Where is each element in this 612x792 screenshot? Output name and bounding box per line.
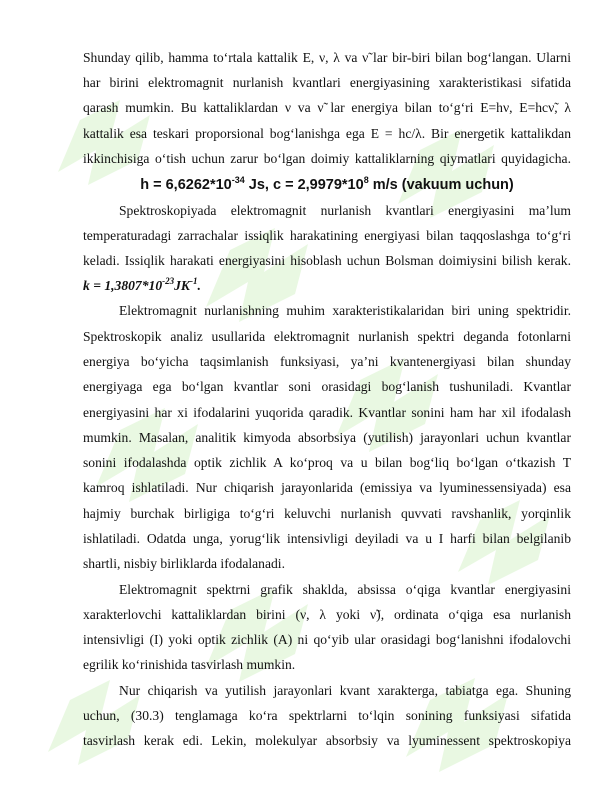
text-line: Shunday qilib, hamma to‘rtala kattalik E, ν, λ va ν̃ lar bir-biri bilan bog‘langan. Ularni	[83, 50, 571, 65]
text-line: energiyaga ega bo‘lgan kvantlar soni orasidagi bog‘lanish tushuniladi. Kvantlar	[83, 379, 571, 394]
text-line: xarakterlovchi kattaliklardan birini (ν, λ yoki ν̃), ordinata o‘qiga esa nurlanish	[83, 607, 571, 622]
text-line: Elektromagnit nurlanishning muhim xarakteristikalaridan biri uning spektridir.	[119, 303, 571, 318]
text-line: Spektroskopiyada elektromagnit nurlanish kvantlari energiyasini ma’lum	[119, 203, 571, 218]
text-line: ikkinchisiga o‘tish uchun zarur bo‘lgan doimiy kattaliklarning qiymatlari quyidagicha.	[83, 151, 571, 166]
text-line: Elektromagnit spektrni grafik shaklda, absissa o‘qiga kvantlar energiyasini	[119, 582, 571, 597]
text-line: intensivligi (I) yoki optik zichlik (A) ni qo‘yib ular orasidagi bog‘lanishni ifodalovchi	[83, 632, 571, 647]
text-line: har birini elektromagnit nurlanish kvantlari energiyasining xarakteristikasi sifatida	[83, 75, 571, 90]
text-line: uchun, (30.3) tenglamaga ko‘ra spektrlarni to‘lqin sonining funksiyasi sifatida	[83, 708, 571, 723]
text-line: tasvirlash kerak edi. Lekin, molekulyar absorbsiy va lyuminessent spektroskopiya	[83, 733, 571, 748]
text-line: energiya bo‘yicha taqsimlanish funksiyasi, ya’ni kvantenergiyasi bilan shunday	[83, 354, 571, 369]
planck-constant-formula: $h = 6,6262*10^{-34}$ Js, $c = 2,9979*10^8$ m/s (vakuum uchun)	[140, 175, 514, 193]
text-line: Spektroskopik analiz usullarida elektromagnit nurlanish spektri deganda fotonlarni	[83, 329, 571, 344]
text-line: keladi. Issiqlik harakati energiyasini hisoblash uchun Bolsman doimiysini bilish kerak.	[83, 253, 571, 268]
text-line: energiyasini har xi ifodalarini yuqorida qaradik. Kvantlar sonini ham har xil ifodalash	[83, 405, 571, 420]
text-line: mumkin. Masalan, analitik kimyoda absorbsiya (yutilish) jarayonlari uchun kvantlar	[83, 430, 571, 445]
boltzmann-constant-formula: $k = 1,3807*10^{-23}JK^{-1}$.	[83, 276, 201, 293]
text-line: temperaturadagi zarrachalar issiqlik harakatining energiyasi bilan taqqoslashga to‘g‘ri	[83, 228, 571, 243]
text-line: kattalik esa teskari proporsional bog‘lanishga ega E = hc/λ. Bir energetik kattalikdan	[83, 126, 571, 141]
text-line: kamroq ishlatiladi. Nur chiqarish jarayonlarida (emissiya va lyuminessensiyada) esa	[83, 480, 571, 495]
text-line: shartli, nisbiy birliklarda ifodalanadi.	[83, 556, 285, 571]
text-line: Nur chiqarish va yutilish jarayonlari kvant xarakterga, tabiatga ega. Shuning	[119, 683, 571, 698]
text-line: ishlatiladi. Odatda unga, yorug‘lik intensivligi deyiladi va u I harfi bilan belgilanib	[83, 531, 571, 546]
text-line: sonini ifodalashda optik zichlik A ko‘proq va u bilan bog‘liq bo‘lgan o‘tkazish T	[83, 455, 571, 470]
text-line: egrilik ko‘rinishida tasvirlash mumkin.	[83, 657, 296, 672]
text-line: hajmiy burchak birligiga to‘g‘ri keluvchi nurlanish quvvati ravshanlik, yorqinlik	[83, 506, 571, 521]
text-line: qarash mumkin. Bu kattaliklardan ν va ν̃ lar energiya bilan to‘g‘ri E=hν, E=hcν̃, λ	[83, 100, 571, 115]
